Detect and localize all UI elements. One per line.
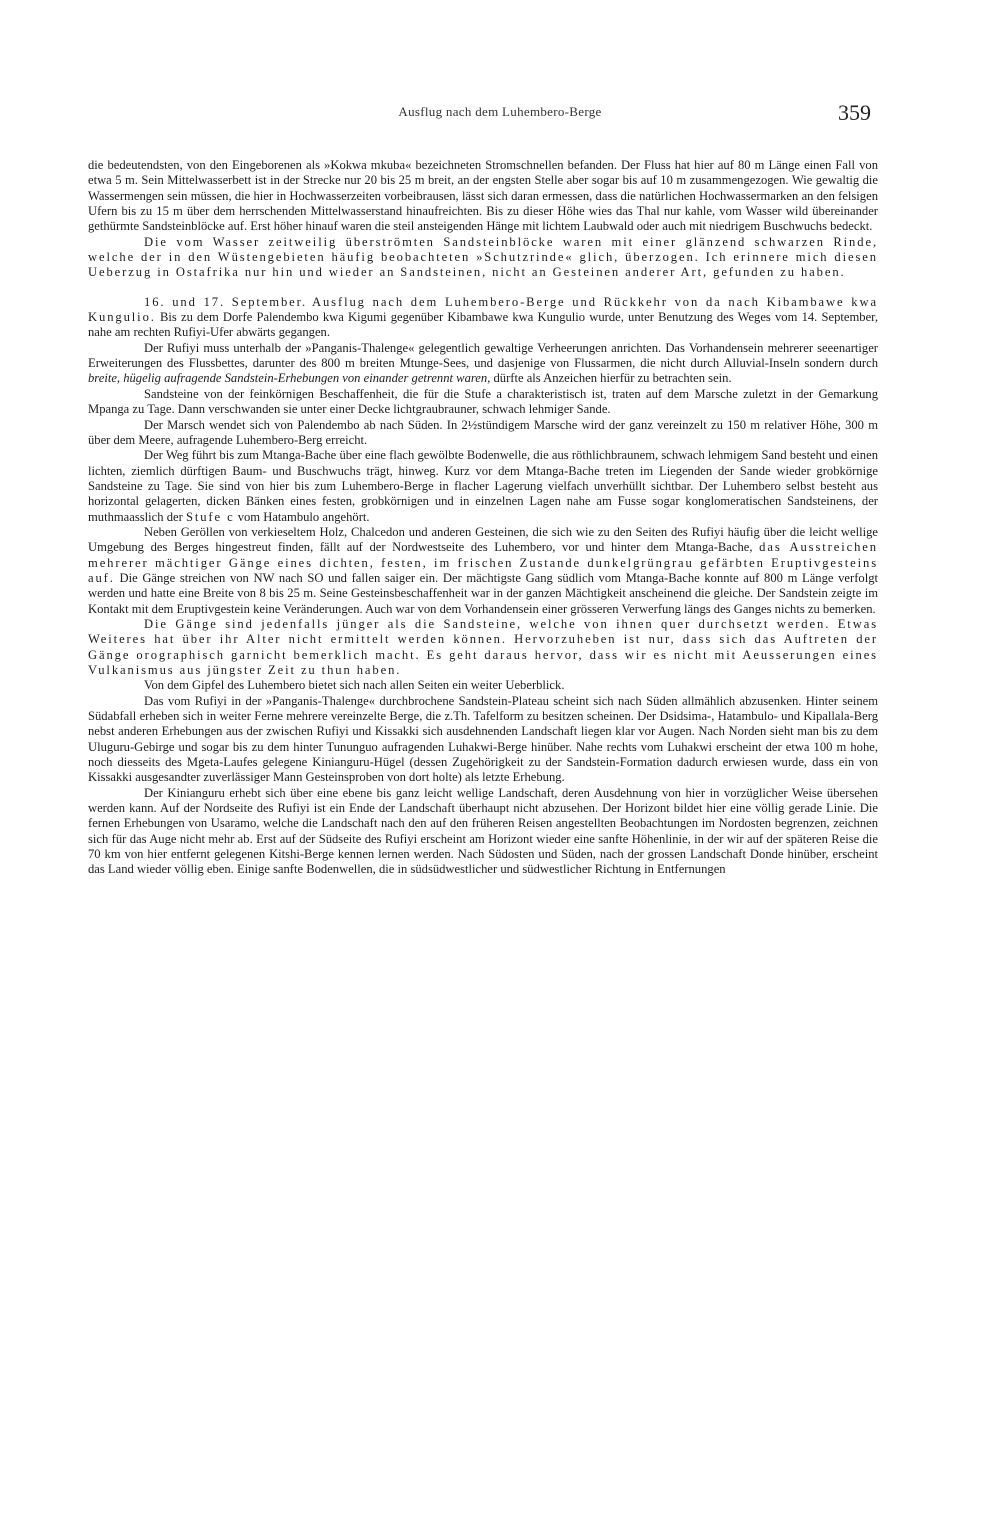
paragraph: Der Marsch wendet sich von Palendembo ab nach Süden. In 2½stündigem Marsche wird der ganz vereinzelt zu 150 m relativer Höhe, 300 m über dem Meere, aufragende Luhembero-Berg erreicht. — [88, 417, 878, 447]
spaced-text: Stufe c — [185, 509, 235, 524]
text-run: Der Rufiyi muss unterhalb der »Panganis-Thalenge« gelegentlich gewaltige Verheerungen anrichten. Das Vorhandensein mehrerer seeenartiger Erweiterungen des Flussbettes, darunter des 800 m breiten Mtunge-Sees, und dasjenige von Flussarmen, die nicht durch Alluvial-Inseln sondern durch — [88, 340, 878, 371]
text-run: vom Hatambulo angehört. — [234, 509, 370, 524]
paragraph — [88, 525, 878, 617]
text-run: Neben Geröllen von verkieseltem Holz, Chalcedon und anderen Gesteinen, die sich wie zu den Seiten des Rufiyi häufig über die leicht wellige Umgebung des Berges hingestreut finden, fällt auf der Nordwestseite des Luhembero, vor und hinter dem Mtanga-Bache, — [88, 524, 878, 555]
paragraph: Die vom Wasser zeitweilig überströmten Sandsteinblöcke waren mit einer glänzend schwarzen Rinde, welche der in den Wüstengebieten häufig beobachteten »Schutzrinde« glich, überzogen. Ich erinnere mich diesen Ueberzug in Ostafrika nur hin und wieder an Sandsteinen, nicht an Gesteinen anderer Art, gefunden zu haben. — [88, 234, 878, 280]
paragraph: Von dem Gipfel des Luhembero bietet sich nach allen Seiten ein weiter Ueberblick. — [144, 678, 565, 693]
spaced-text: das Ausstreichen mehrerer mächtiger Gänge eines dichten, festen, im frischen Zustande dunkelgrüngrau gefärbten Eruptivgesteins auf. — [88, 540, 878, 585]
running-head: Ausflug nach dem Luhembero-Berge — [398, 104, 602, 119]
paragraph: Der Kinianguru erhebt sich über eine ebene bis ganz leicht wellige Landschaft, deren Ausdehnung von hier in vorzüglicher Weise übersehen werden kann. Auf der Nordseite des Rufiyi ist ein Ende der Landschaft überhaupt nicht abzusehen. Der Horizont bildet hier eine völlig gerade Linie. Die fernen Erhebungen von Usaramo, welche die Landschaft nach den auf den früheren Reisen angestellten Beobachtungen im Nordosten begrenzen, zeichnen sich für das Auge nicht mehr ab. Erst auf der Südseite des Rufiyi erscheint am Horizont wieder eine sanfte Höhenlinie, in der wir auf der späteren Reise die 70 km von hier entfernt gelegenen Kitshi-Berge kennen lernen werden. Nach Südosten und Süden, nach der grossen Landschaft Donde hinüber, erscheint das Land wieder völlig eben. Einige sanfte Bodenwellen, die in südsüdwestlicher und südwestlicher Richtung in Entfernungen — [88, 785, 878, 877]
paragraph: Die Gänge sind jedenfalls jünger als die Sandsteine, welche von ihnen quer durchsetzt werden. Etwas Weiteres hat über ihr Alter nicht ermittelt werden können. Hervorzuheben ist nur, dass sich das Auftreten der Gänge orographisch garnicht bemerklich macht. Es geht daraus hervor, dass wir es nicht mit Aeusserungen eines Vulkanismus aus jüngster Zeit zu thun haben. — [88, 616, 878, 677]
italic-text: breite, hügelig aufragende Sandstein-Erhebungen von einander getrennt waren, — [88, 371, 491, 386]
paragraph: Sandsteine von der feinkörnigen Beschaffenheit, die für die Stufe a charakteristisch ist, traten auf dem Marsche zuletzt in der Gemarkung Mpanga zu Tage. Dann verschwanden sie unter einer Decke lichtgraubrauner, schwach lehmiger Sande. — [88, 386, 878, 417]
section-title: Ausflug nach dem Luhembero-Berge und Rückkehr von da nach Kibambawe kwa Kungulio. — [88, 294, 878, 325]
section-text: Bis zu dem Dorfe Palendembo kwa Kigumi gegenüber Kibambawe kwa Kungulio wurde, unter Benutzung des Weges vom 14. September, nahe am rechten Rufiyi-Ufer abwärts gegangen. — [88, 310, 878, 340]
paragraph — [88, 448, 878, 525]
section-date: 16. und 17. September. — [144, 294, 308, 309]
body-text — [88, 158, 878, 878]
page-number: 359 — [838, 100, 871, 125]
paragraph: Das vom Rufiyi in der »Panganis-Thalenge« durchbrochene Sandstein-Plateau scheint sich nach Süden allmählich abzusenken. Hinter seinem Südabfall erheben sich in weiter Ferne mehrere vereinzelte Berge, die z.Th. Tafelform zu besitzen scheinen. Der Dsidsima-, Hatambulo- und Kipallala-Berg nebst anderen Erhebungen aus der zwischen Rufiyi und Kissakki sich ausdehnenden Landschaft liegen klar vor Augen. Nach Norden sieht man bis zu dem Uluguru-Gebirge und sogar bis zu dem hinter Tununguo aufragenden Luhakwi-Berge hinüber. Nahe rechts vom Luhakwi erscheint der etwa 100 m hohe, noch diesseits des Mgeta-Laufes gelegene Kinianguru-Hügel (dessen Zugehörigkeit zu der Sandstein-Formation dadurch erwiesen wurde, dass ein von Kissakki ausgesandter zuverlässiger Mann Gesteinsproben von dort holte) als letzte Erhebung. — [88, 693, 878, 785]
text-run: Der Weg führt bis zum Mtanga-Bache über eine flach gewölbte Bodenwelle, die aus röthlichbraunem, schwach lehmigem Sand besteht und einen lichten, ziemlich dürftigen Baum- und Buschwuchs trägt, hinweg. Kurz vor dem Mtanga-Bache treten im Liegenden der Sande wieder grobkörnige Sandsteine zu Tage. Sie sind von hier bis zum Luhembero-Berge in flacher Lagerung vielfach unverhüllt sichtbar. Der Luhembero selbst besteht aus horizontal gelagerten, dicken Bänken eines festen, grobkörnigen und in einzelnen Lagen nahe am Fusse sogar konglomeratischen Sandsteinens, der muthmaasslich der — [88, 448, 878, 524]
section-heading-paragraph — [88, 295, 878, 341]
paragraph — [88, 341, 878, 387]
paragraph: die bedeutendsten, von den Eingeborenen als »Kokwa mkuba« bezeichneten Stromschnellen befanden. Der Fluss hat hier auf 80 m Länge einen Fall von etwa 5 m. Sein Mittelwasserbett ist in der Strecke nur 20 bis 25 m breit, an der engsten Stelle aber sogar bis auf 10 m zusammengezogen. Wie gewaltig die Wassermengen sein müssen, die hier in Hochwasserzeiten vorbeibrausen, lässt sich daran ermessen, dass die natürlichen Hochwassermarken an den felsigen Ufern bis zu 15 m über dem herrschenden Mittelwasserstand hinaufreichten. Bis zu dieser Höhe wies das Thal nur kahle, vom Wasser wild übereinander gethürmte Sandsteinblöcke auf. Erst höher hinauf waren die steil ansteigenden Hänge mit lichtem Laubwald oder auch mit niedrigem Buschwuchs bedeckt. — [88, 158, 878, 234]
text-run: dürfte als Anzeichen hierfür zu betrachten sein. — [490, 371, 732, 386]
text-run: Die Gänge streichen von NW nach SO und fallen saiger ein. Der mächtigste Gang südlich vom Mtanga-Bache konnte auf 800 m Länge verfolgt werden und hatte eine Breite von 8 bis 25 m. Seine Gesteinsbeschaffenheit war in der ganzen Mächtigkeit anscheinend die gleiche. Der Sandstein zeigte im Kontakt mit dem Eruptivgestein keine Veränderungen. Auch war von dem Vorhandensein einer grösseren Verwerfung längs des Ganges nichts zu bemerken. — [88, 570, 878, 616]
